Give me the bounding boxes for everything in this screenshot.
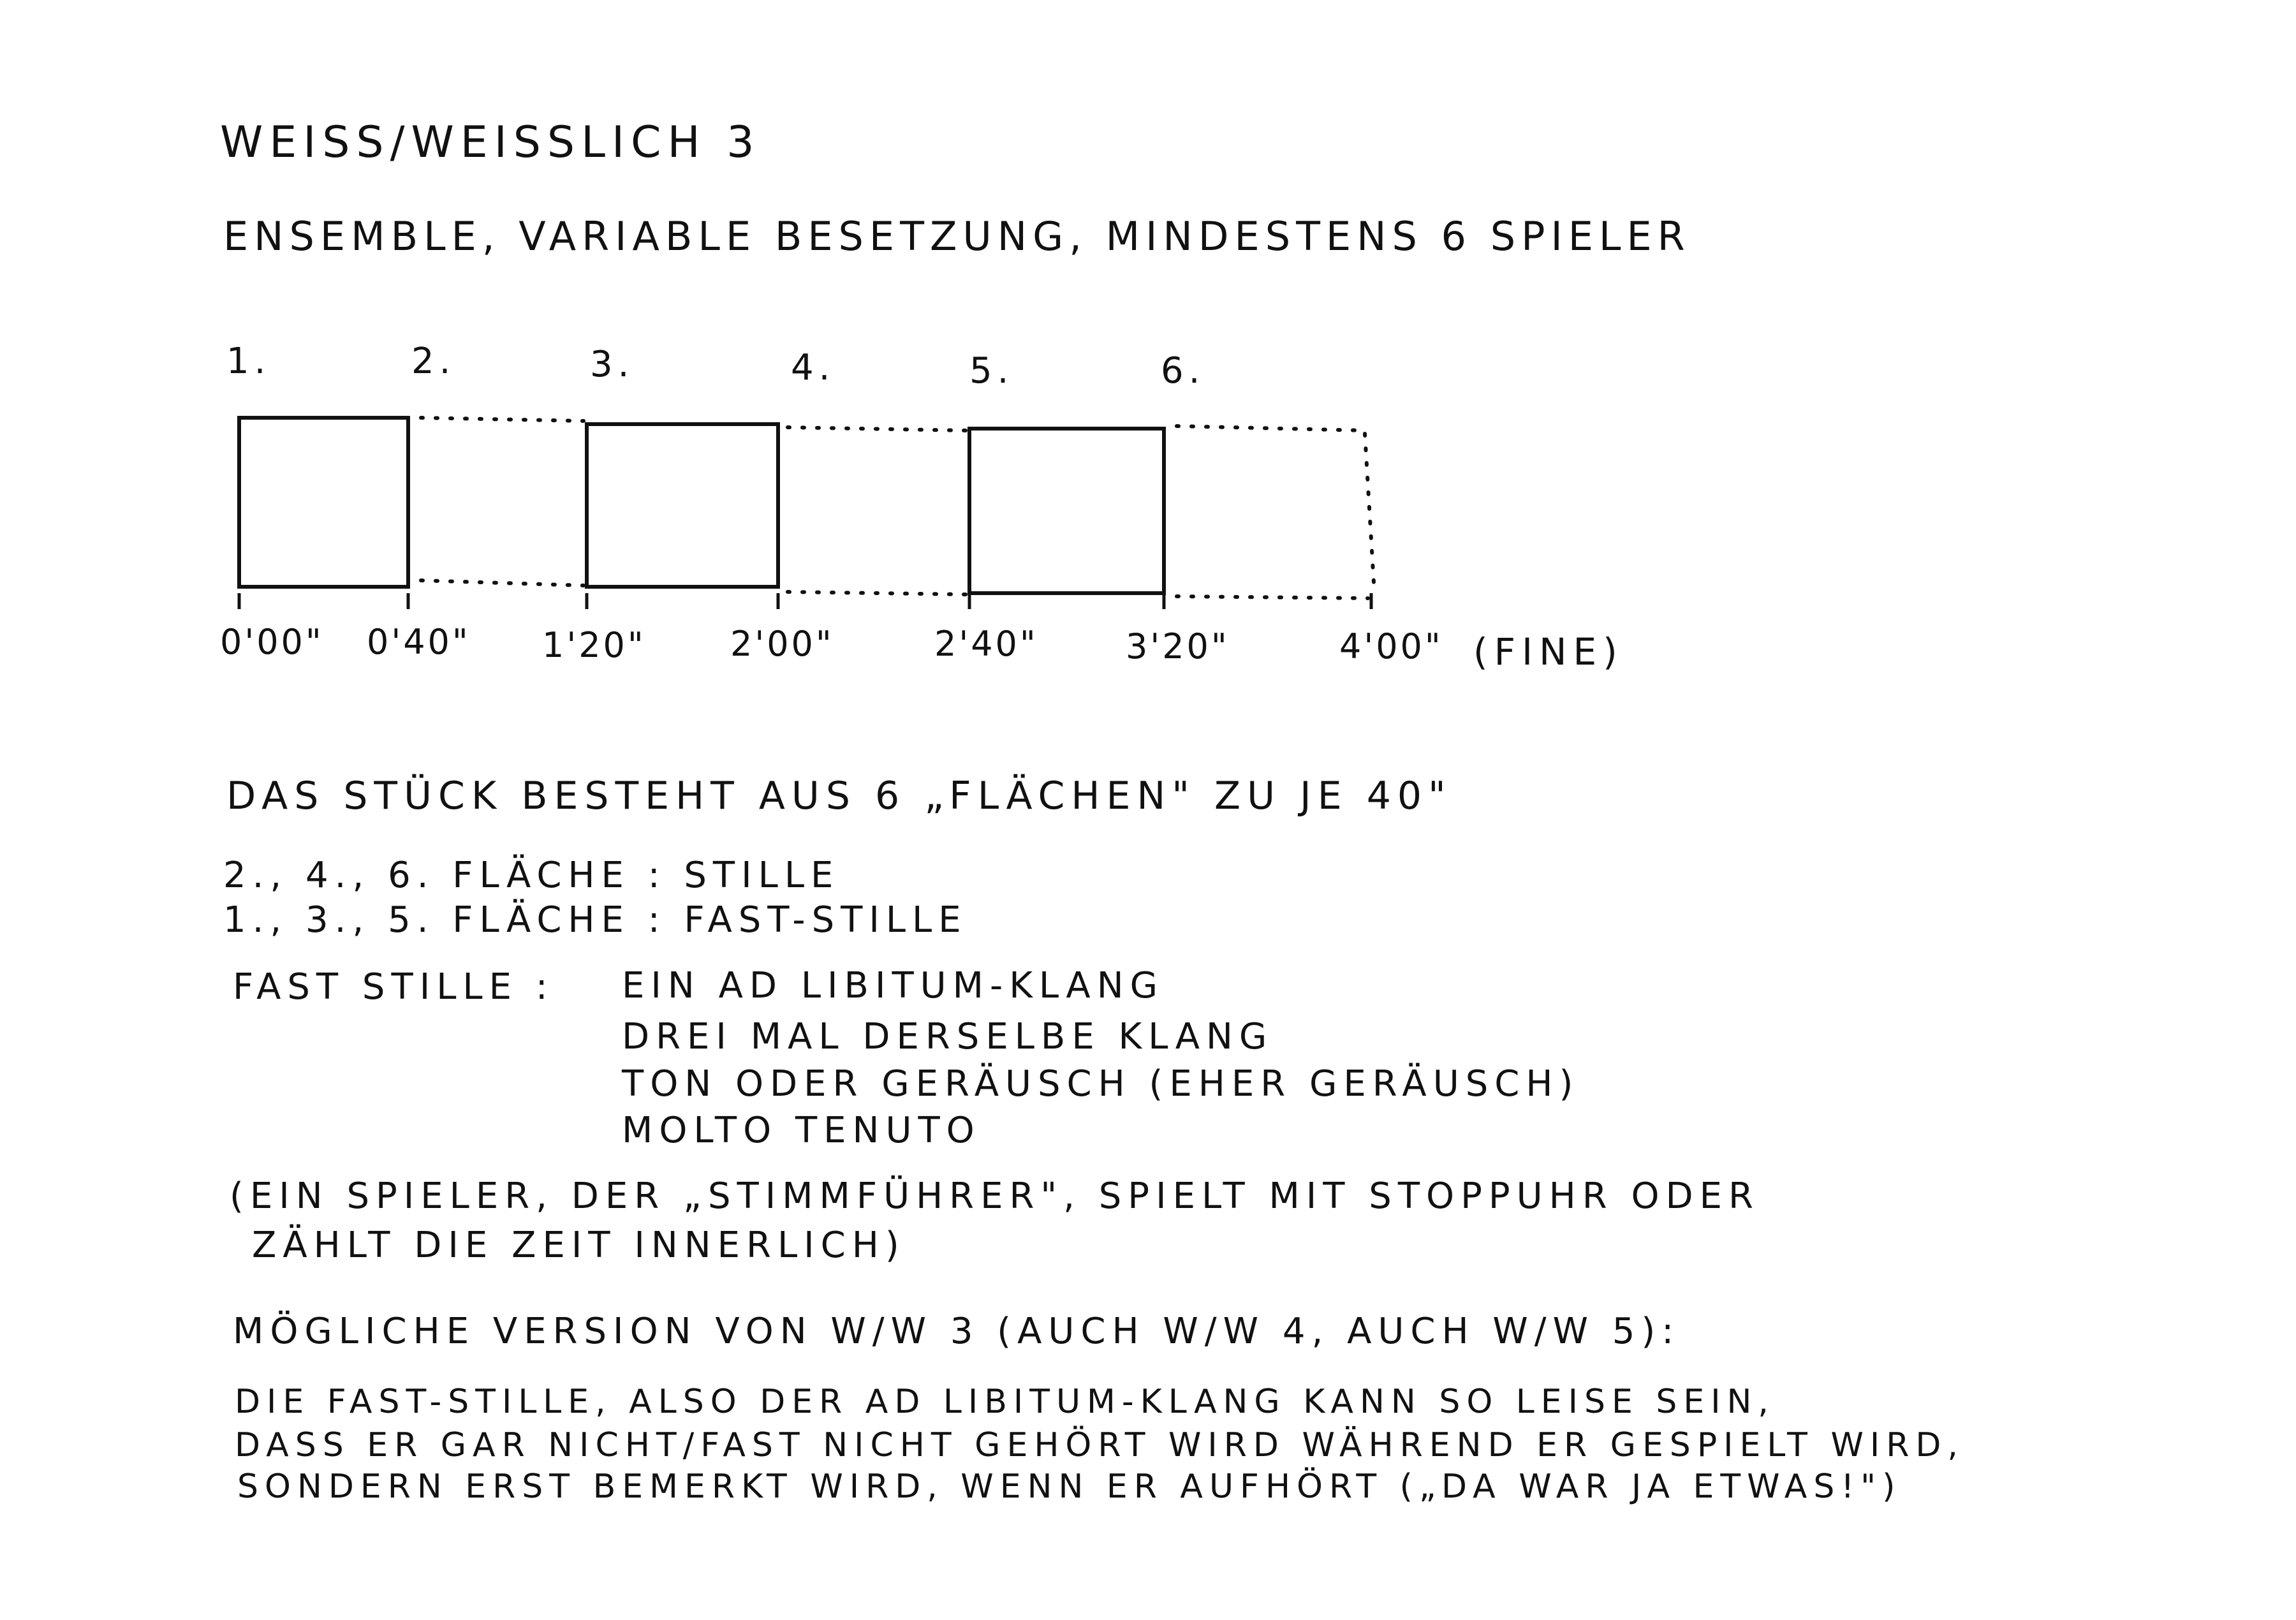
time-label: 1'20" xyxy=(542,625,646,665)
surface-2-top xyxy=(421,418,584,421)
rule-even-surfaces: 2., 4., 6. FLÄCHE : STILLE xyxy=(223,855,840,896)
surface-number-2: 2. xyxy=(411,341,456,382)
time-label: 3'20" xyxy=(1126,626,1230,666)
leader-note-line-2: ZÄHLT DIE ZEIT INNERLICH) xyxy=(252,1225,906,1266)
time-axis-labels xyxy=(220,622,1443,666)
leader-note-line-1: (EIN SPIELER, DER „STIMMFÜHRER", SPIELT MIT STOPPUHR ODER xyxy=(230,1175,1760,1217)
version-line-3: SONDERN ERST BEMERKT WIRD, WENN ER AUFHÖRT („DA WAR JA ETWAS!") xyxy=(237,1468,1902,1506)
surface-4-bottom xyxy=(788,592,966,594)
time-ticks xyxy=(239,593,1371,609)
surface-2-bottom xyxy=(421,580,584,585)
version-line-2: DASS ER GAR NICHT/FAST NICHT GEHÖRT WIRD WÄHREND ER GESPIELT WIRD, xyxy=(235,1426,1964,1464)
instrumentation-line: ENSEMBLE, VARIABLE BESETZUNG, MINDESTENS 6 SPIELER xyxy=(223,213,1691,260)
version-line-1: DIE FAST-STILLE, ALSO DER AD LIBITUM-KLANG KANN SO LEISE SEIN, xyxy=(235,1383,1775,1421)
time-label: 4'00" xyxy=(1339,626,1443,666)
surface-6-bottom xyxy=(1177,596,1368,598)
surface-number-3: 3. xyxy=(590,344,635,385)
surface-number-1: 1. xyxy=(226,341,271,382)
fast-stille-item: EIN AD LIBITUM-KLANG xyxy=(622,965,1164,1006)
surface-4-top xyxy=(788,427,966,431)
time-label: 0'40" xyxy=(367,622,471,662)
surface-5-box xyxy=(969,429,1164,593)
version-heading: MÖGLICHE VERSION VON W/W 3 (AUCH W/W 4, AUCH W/W 5): xyxy=(233,1311,1681,1352)
fast-stille-item: MOLTO TENUTO xyxy=(622,1110,981,1151)
intro-line: DAS STÜCK BESTEHT AUS 6 „FLÄCHEN" ZU JE 40" xyxy=(226,774,1452,818)
time-label: 0'00" xyxy=(220,622,324,662)
fast-stille-item: TON ODER GERÄUSCH (EHER GERÄUSCH) xyxy=(622,1063,1580,1105)
score-title: WEISS/WEISSLICH 3 xyxy=(220,117,761,168)
time-label: 2'00" xyxy=(730,624,834,664)
surface-number-6: 6. xyxy=(1161,350,1205,392)
fast-stille-label: FAST STILLE : xyxy=(233,966,554,1008)
surface-number-5: 5. xyxy=(969,350,1014,392)
surface-1-box xyxy=(239,418,408,587)
surface-6-top xyxy=(1177,426,1365,431)
surface-3-box xyxy=(587,424,778,587)
surface-6-right xyxy=(1365,434,1374,593)
fast-stille-item: DREI MAL DERSELBE KLANG xyxy=(622,1016,1274,1057)
surface-number-4: 4. xyxy=(791,347,835,388)
fine-label: (FINE) xyxy=(1473,630,1624,674)
time-label: 2'40" xyxy=(934,624,1038,664)
surface-number-labels xyxy=(226,341,1205,392)
rule-odd-surfaces: 1., 3., 5. FLÄCHE : FAST-STILLE xyxy=(223,899,968,941)
